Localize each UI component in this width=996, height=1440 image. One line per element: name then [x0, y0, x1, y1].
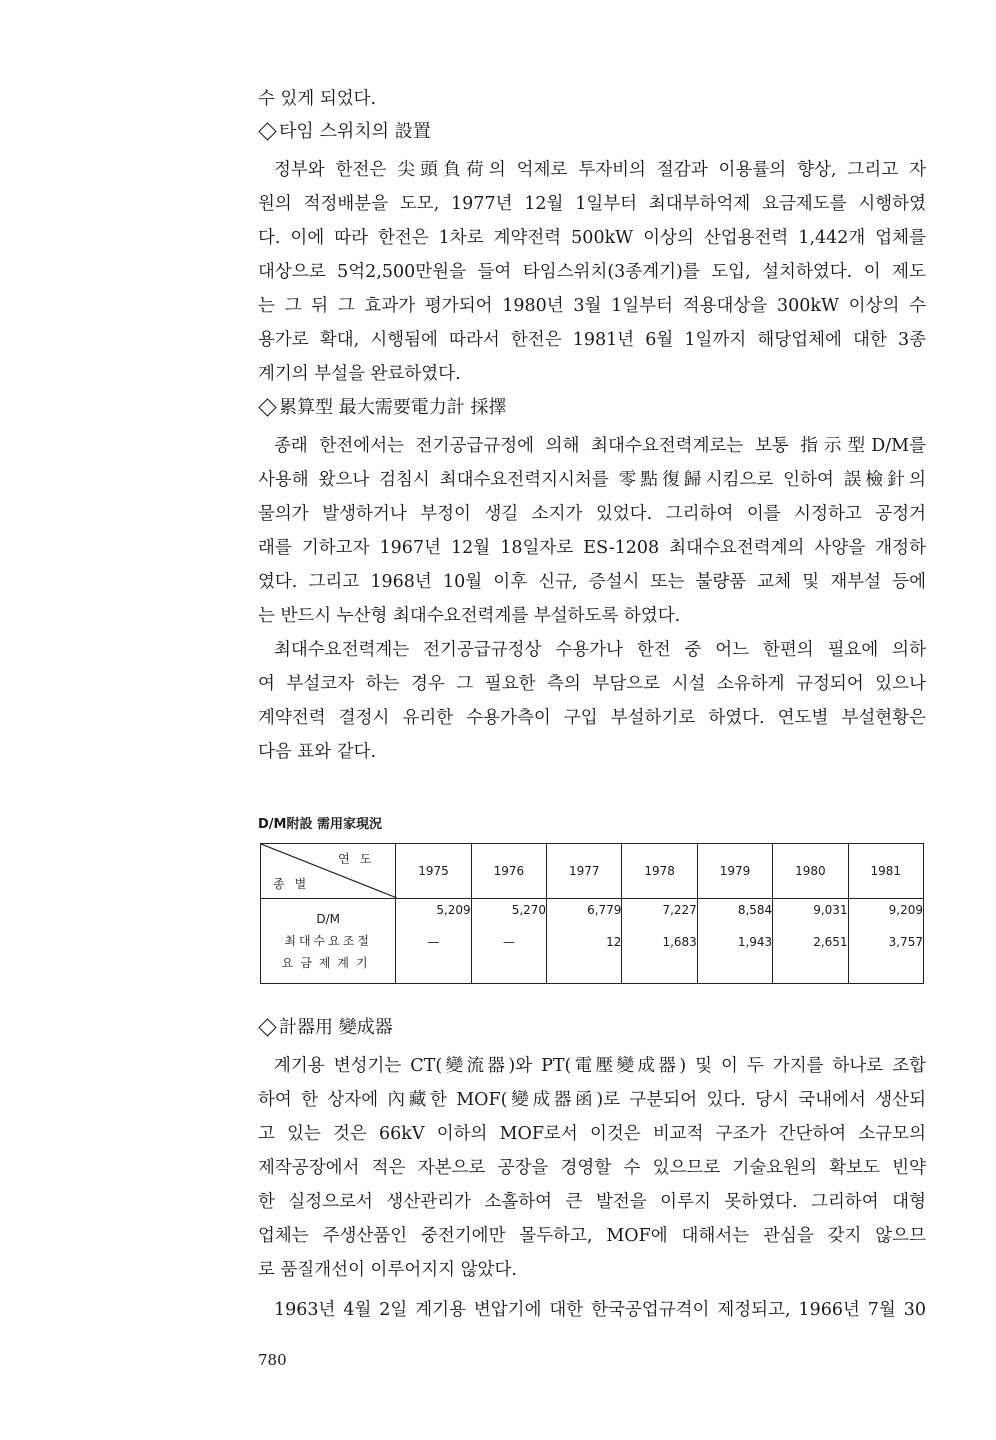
paragraph-line: 로 품질개선이 이루어지지 않았다. — [258, 1260, 517, 1280]
row-label-max-demand: 최대수요조절 — [284, 934, 372, 948]
corner-label-type: 종별 — [273, 877, 317, 891]
page-number: 780 — [258, 1351, 287, 1369]
corner-label-year: 연도 — [338, 852, 382, 866]
paragraph-line: 여 부설코자 하는 경우 그 필요한 측의 부담으로 시설 소유하게 규정되어 있으나 — [258, 674, 926, 694]
section-heading-instrument-transformer — [258, 1016, 926, 1042]
paragraph-line: 다. 이에 따라 한전은 1차로 계약전력 500kW 이상의 산업용전력 1,442개 업체를 — [258, 228, 926, 248]
paragraph-line: 한 실정으로서 생산관리가 소홀하여 큰 발전을 이루지 못하였다. 그리하여 대형 — [258, 1192, 926, 1212]
year-header: 1980 — [773, 844, 848, 899]
year-header: 1978 — [622, 844, 697, 899]
paragraph-line: 1963년 4월 2일 계기용 변압기에 대한 한국공업규격이 제정되고, 1966년 7월 30 — [274, 1300, 926, 1320]
dm-value: 5,209 — [436, 903, 471, 917]
paragraph-line: 는 반드시 누산형 최대수요전력계를 부설하도록 하였다. — [258, 606, 681, 626]
paragraph-line: 계기의 부설을 완료하였다. — [258, 364, 461, 384]
diamond-bullet-icon — [258, 398, 276, 416]
value-cell-1976 — [471, 899, 546, 984]
heading-text: 타임 스위치의 設置 — [279, 121, 431, 142]
meter-value: — — [427, 935, 440, 949]
paragraph-line: 제작공장에서 적은 자본으로 공장을 경영할 수 있으므로 기술요원의 확보도 빈약 — [258, 1158, 926, 1178]
heading-text: 計器用 變成器 — [279, 1017, 393, 1038]
paragraph-line: 고 있는 것은 66kV 이하의 MOF로서 이것은 비교적 구조가 간단하여 소규모의 — [258, 1124, 926, 1144]
meter-value: 2,651 — [813, 935, 848, 949]
dm-value: 7,227 — [662, 903, 697, 917]
paragraph-line: 용가로 확대, 시행됨에 따라서 한전은 1981년 6월 1일까지 해당업체에 대한 3종 — [258, 330, 926, 350]
section-heading-time-switch — [258, 120, 926, 146]
paragraph-line: 대상으로 5억2,500만원을 들여 타임스위치(3종계기)를 도입, 설치하였다. 이 제도 — [258, 262, 926, 282]
meter-value: 1,683 — [662, 935, 697, 949]
table-corner-cell — [261, 844, 396, 899]
meter-value: 1,943 — [737, 935, 773, 949]
dm-value: 8,584 — [737, 903, 773, 917]
dm-value: 5,270 — [511, 903, 547, 917]
table-header-row — [261, 844, 924, 899]
meter-value: — — [502, 935, 515, 949]
row-label-cell — [261, 899, 396, 984]
value-cell-1977 — [547, 899, 622, 984]
dm-value: 9,031 — [813, 903, 848, 917]
dm-value: 6,779 — [587, 903, 622, 917]
paragraph-line: 업체는 주생산품인 중전기에만 몰두하고, MOF에 대해서는 관심을 갖지 않으므 — [258, 1226, 926, 1246]
paragraph-line: 물의가 발생하거나 부정이 생길 소지가 있었다. 그리하여 이를 시정하고 공정거 — [258, 504, 926, 524]
paragraph-line: 다음 표와 같다. — [258, 742, 377, 762]
year-header: 1977 — [547, 844, 622, 899]
diamond-bullet-icon — [258, 1018, 276, 1036]
paragraph-line: 정부와 한전은 尖頭負荷의 억제로 투자비의 절감과 이용률의 향상, 그리고 자 — [274, 160, 926, 180]
paragraph-line: 최대수요전력계는 전기공급규정상 수용가나 한전 중 어느 한편의 필요에 의하 — [274, 640, 926, 660]
paragraph-line: 원의 적정배분을 도모, 1977년 12월 1일부터 최대부하억제 요금제도를 시행하였 — [258, 194, 926, 214]
table-row — [261, 899, 924, 984]
value-cell-1978 — [622, 899, 697, 984]
paragraph-line: 는 그 뒤 그 효과가 평가되어 1980년 3월 1일부터 적용대상을 300kW 이상의 수 — [258, 296, 926, 316]
dm-value: 9,209 — [888, 903, 923, 917]
paragraph-line: 사용해 왔으나 검침시 최대수요전력지시처를 零點復歸시킴으로 인하여 誤檢針의 — [258, 470, 926, 490]
value-cell-1980 — [773, 899, 848, 984]
paragraph-line: 계기용 변성기는 CT(變流器)와 PT(電壓變成器) 및 이 두 가지를 하나로 조합 — [274, 1056, 926, 1076]
paragraph-line: 수 있게 되었다. — [258, 89, 377, 109]
paragraph-line: 하여 한 상자에 內藏한 MOF(變成器函)로 구분되어 있다. 당시 국내에서 생산되 — [258, 1090, 926, 1110]
heading-text: 累算型 最大需要電力計 採擇 — [279, 397, 507, 418]
meter-value: 12 — [606, 935, 622, 949]
paragraph-line: 종래 한전에서는 전기공급규정에 의해 최대수요전력계로는 보통 指示型D/M를 — [274, 436, 926, 456]
paragraph-line: 였다. 그리고 1968년 10월 이후 신규, 증설시 또는 불량품 교체 및 재부설 등에 — [258, 572, 926, 592]
dm-installation-table — [260, 843, 924, 984]
table-caption: D/M附設 需用家現況 — [258, 817, 383, 832]
value-cell-1981 — [848, 899, 923, 984]
row-label-rate-meter: 요금제계기 — [281, 956, 375, 970]
year-header: 1981 — [848, 844, 923, 899]
row-label-dm: D/M — [316, 912, 340, 926]
paragraph-line: 계약전력 결정시 유리한 수용가측이 구입 부설하기로 하였다. 연도별 부설현황은 — [258, 708, 926, 728]
year-header: 1979 — [697, 844, 772, 899]
year-header: 1975 — [396, 844, 471, 899]
diamond-bullet-icon — [258, 122, 276, 140]
value-cell-1979 — [697, 899, 772, 984]
value-cell-1975 — [396, 899, 471, 984]
paragraph-line: 래를 기하고자 1967년 12월 18일자로 ES-1208 최대수요전력계의 사양을 개정하 — [258, 538, 926, 558]
year-header: 1976 — [471, 844, 546, 899]
meter-value: 3,757 — [888, 935, 923, 949]
section-heading-cumulative-dm — [258, 396, 926, 422]
